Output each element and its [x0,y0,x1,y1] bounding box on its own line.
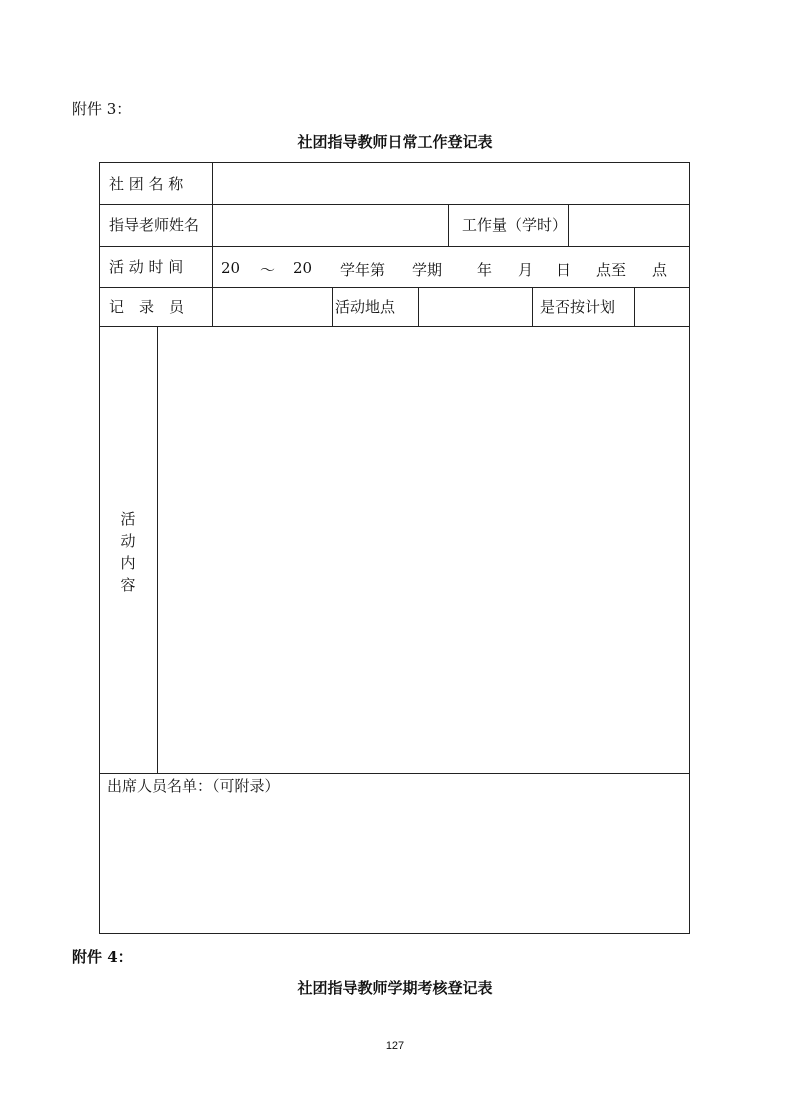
page-number: 127 [385,1040,405,1052]
time-semester: 学期 [412,261,443,279]
time-year-end: 20 [293,259,313,277]
workload-label: 工作量（学时） [462,216,568,234]
advisor-name-label: 指导老师姓名 [109,216,200,234]
advisor-name-field[interactable] [213,205,447,245]
annex-4-label: 附件 4： [72,948,133,966]
annex-3-label: 附件 3： [72,100,132,118]
time-year: 年 [477,261,493,279]
planned-label: 是否按计划 [540,298,616,316]
location-label: 活动地点 [335,298,396,316]
time-hour-to: 点至 [596,261,627,279]
registration-form [99,162,690,934]
attendees-label: 出席人员名单：（可附录） [107,777,280,795]
time-tilde: ～ [260,261,276,279]
next-form-title: 社团指导教师学期考核登记表 [297,979,493,997]
attendees-field[interactable] [101,801,688,931]
time-school-year: 学年第 [340,261,386,279]
location-field[interactable] [419,288,531,326]
recorder-field[interactable] [213,288,331,326]
activity-time-label: 活 动 时 间 [109,258,184,276]
time-day: 日 [556,261,572,279]
activity-content-label: 活 动 内 容 [120,510,136,594]
club-name-field[interactable] [213,164,687,204]
recorder-label: 记 录 员 [109,298,185,316]
activity-content-field[interactable] [158,327,687,772]
time-month: 月 [518,261,534,279]
time-hour: 点 [652,261,668,279]
time-year-start: 20 [221,259,241,277]
workload-field[interactable] [569,205,687,245]
club-name-label: 社 团 名 称 [109,175,184,193]
form-title: 社团指导教师日常工作登记表 [297,133,493,151]
planned-field[interactable] [635,288,687,326]
